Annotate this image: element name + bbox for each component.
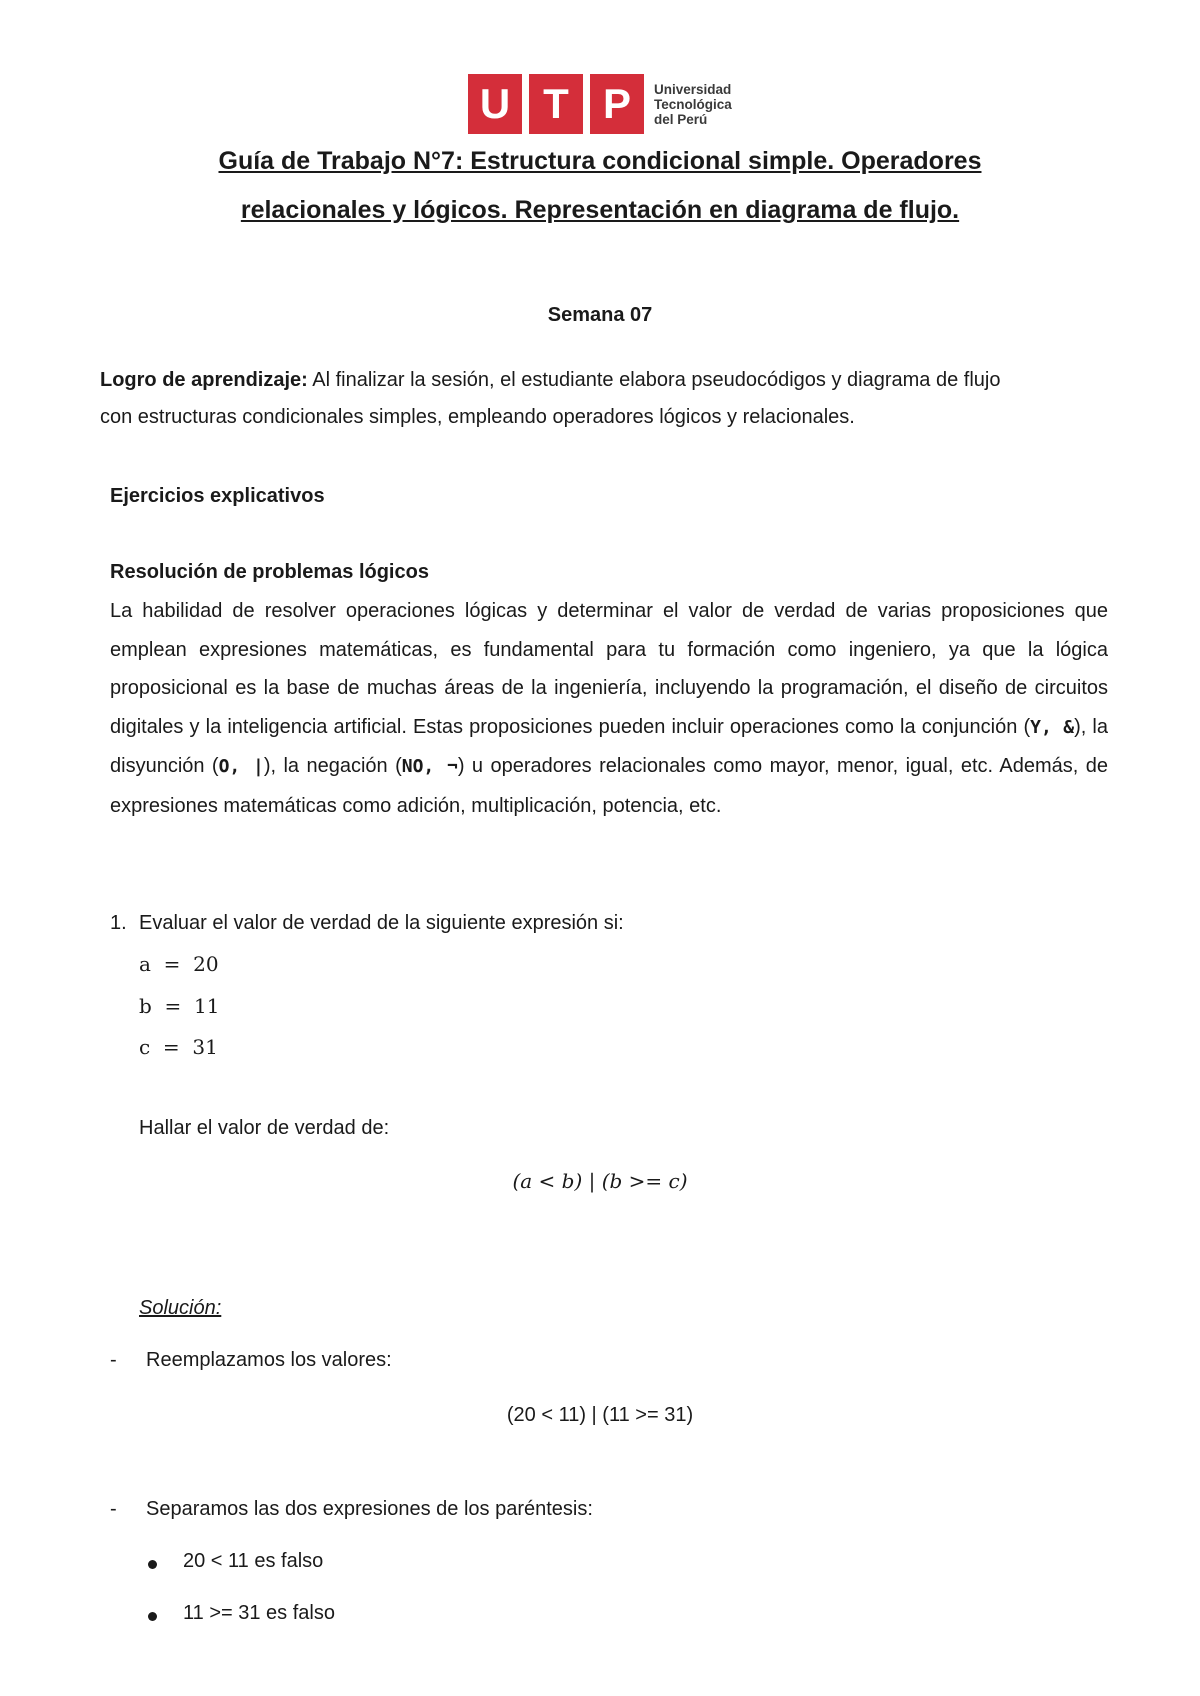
logro-line-1 [100, 369, 1000, 392]
logro-line-2: con estructuras condicionales simples, empleando operadores lógicos y relacionales. [100, 406, 855, 428]
or-operators: O, | [218, 756, 264, 777]
logro-label: Logro de aprendizaje: [100, 369, 308, 391]
bullet-item-2: 11 >= 31 es falso [183, 1602, 335, 1624]
logo-mark [468, 74, 644, 134]
week-label: Semana 07 [547, 304, 653, 326]
logo-letter-p: P [602, 80, 631, 127]
solution-step-1: Reemplazamos los valores: [146, 1349, 392, 1371]
var-c: c = 31 [139, 1035, 218, 1059]
and-operators: Y, & [1030, 716, 1075, 738]
bullet-dot-1 [148, 1560, 157, 1569]
logo-line-3: del Perú [654, 111, 708, 127]
exercise-prompt: Evaluar el valor de verdad de la siguiente expresión si: [139, 912, 624, 934]
logo-line-1: Universidad [654, 81, 732, 97]
logro-text-1: Al finalizar la sesión, el estudiante elabora pseudocódigos y diagrama de flujo [307, 369, 1001, 391]
subsection-heading: Resolución de problemas lógicos [110, 561, 429, 583]
var-a: a = 20 [139, 952, 219, 976]
exercise-number: 1. [110, 912, 127, 934]
logo-line-2: Tecnológica [654, 96, 732, 112]
solution-step-2: Separamos las dos expresiones de los paréntesis: [146, 1498, 593, 1520]
bullet-item-1: 20 < 11 es falso [183, 1550, 324, 1572]
intro-part-4: ) u operadores relacionales como mayor, menor, igual, etc. Además, de expresiones matemáticas como adición, multiplicación, potencia, etc. [110, 755, 1108, 817]
substituted-expression: (20 < 11) | (11 >= 31) [506, 1404, 694, 1426]
intro-paragraph [110, 592, 1108, 825]
section-heading: Ejercicios explicativos [110, 485, 325, 507]
dash-1: - [110, 1349, 117, 1371]
page-title-line-1: Guía de Trabajo N°7: Estructura condicional simple. Operadores [218, 147, 982, 175]
intro-part-1: La habilidad de resolver operaciones lógicas y determinar el valor de verdad de varias proposiciones que emplean expresiones matemáticas, es fundamental para tu formación como ingeniero, ya que la lógica proposicional es la base de muchas áreas de la ingeniería, incluyendo la programación, el diseño de circuitos digitales y la inteligencia artificial. Estas proposiciones pueden incluir operaciones como la conjunción ( [110, 600, 1108, 738]
find-label: Hallar el valor de verdad de: [139, 1117, 390, 1139]
intro-part-2: ), la disyunción ( [110, 715, 1108, 777]
dash-2: - [110, 1498, 117, 1520]
logo-letter-u: U [479, 80, 511, 127]
bullet-dot-2 [148, 1612, 157, 1621]
expression: (a < b) | (b >= c) [512, 1169, 688, 1193]
logo-wordmark [654, 82, 732, 127]
logo-letter-t: T [543, 80, 569, 127]
solution-label: Solución: [139, 1297, 222, 1319]
utp-logo [468, 74, 732, 134]
not-operators: NO, ¬ [401, 756, 458, 777]
intro-part-3: ), la negación ( [263, 755, 402, 777]
var-b: b = 11 [139, 994, 220, 1018]
page-title-line-2: relacionales y lógicos. Representación en diagrama de flujo. [240, 196, 960, 224]
